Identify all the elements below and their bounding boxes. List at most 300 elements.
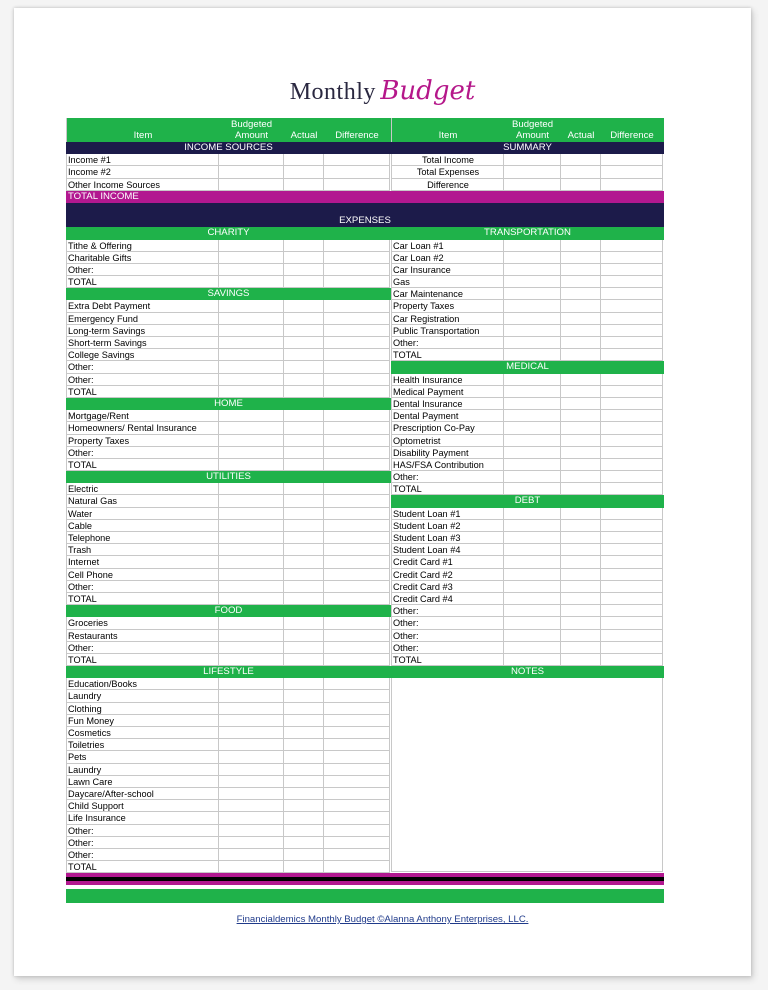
savings-band: SAVINGS — [66, 288, 391, 300]
budgeted-cell[interactable] — [504, 459, 561, 471]
actual-cell[interactable] — [284, 654, 324, 666]
actual-cell[interactable] — [561, 556, 601, 568]
actual-cell[interactable] — [561, 447, 601, 459]
actual-cell[interactable] — [561, 630, 601, 642]
budgeted-cell[interactable] — [504, 252, 561, 264]
difference-cell[interactable] — [324, 739, 390, 751]
row-label: Other: — [391, 471, 504, 483]
row-label: Health Insurance — [391, 374, 504, 386]
difference-cell[interactable] — [324, 825, 390, 837]
difference-cell[interactable] — [601, 605, 663, 617]
difference-cell[interactable] — [601, 349, 663, 361]
notes-area[interactable] — [391, 678, 663, 872]
actual-cell[interactable] — [284, 508, 324, 520]
difference-cell[interactable] — [601, 593, 663, 605]
budgeted-cell[interactable] — [219, 617, 284, 629]
actual-cell[interactable] — [284, 544, 324, 556]
actual-cell[interactable] — [284, 386, 324, 398]
budgeted-cell[interactable] — [219, 678, 284, 690]
budgeted-cell[interactable] — [219, 690, 284, 702]
difference-cell[interactable] — [324, 751, 390, 763]
budgeted-cell[interactable] — [219, 569, 284, 581]
actual-cell[interactable] — [284, 556, 324, 568]
difference-cell[interactable] — [324, 520, 390, 532]
difference-cell[interactable] — [324, 459, 390, 471]
difference-cell[interactable] — [601, 398, 663, 410]
difference-cell[interactable] — [601, 630, 663, 642]
difference-cell[interactable] — [324, 617, 390, 629]
difference-cell[interactable] — [324, 837, 390, 849]
budgeted-cell[interactable] — [219, 240, 284, 252]
actual-cell[interactable] — [561, 313, 601, 325]
actual-cell[interactable] — [284, 678, 324, 690]
row-label: Credit Card #4 — [391, 593, 504, 605]
budgeted-cell[interactable] — [504, 508, 561, 520]
difference-cell[interactable] — [601, 252, 663, 264]
actual-cell[interactable] — [284, 776, 324, 788]
difference-cell[interactable] — [601, 386, 663, 398]
actual-cell[interactable] — [561, 276, 601, 288]
difference-cell[interactable] — [601, 581, 663, 593]
difference-cell[interactable] — [324, 508, 390, 520]
difference-cell[interactable] — [601, 240, 663, 252]
actual-cell[interactable] — [284, 569, 324, 581]
budgeted-cell[interactable] — [504, 166, 561, 178]
budgeted-cell[interactable] — [219, 447, 284, 459]
budgeted-cell[interactable] — [219, 264, 284, 276]
actual-cell[interactable] — [284, 410, 324, 422]
row-label: Student Loan #3 — [391, 532, 504, 544]
row-label: Gas — [391, 276, 504, 288]
difference-cell[interactable] — [324, 593, 390, 605]
budgeted-cell[interactable] — [219, 581, 284, 593]
actual-cell[interactable] — [284, 764, 324, 776]
budgeted-cell[interactable] — [504, 349, 561, 361]
difference-cell[interactable] — [601, 288, 663, 300]
difference-cell[interactable] — [601, 313, 663, 325]
difference-cell[interactable] — [601, 166, 663, 178]
budgeted-cell[interactable] — [504, 179, 561, 191]
difference-cell[interactable] — [324, 703, 390, 715]
actual-cell[interactable] — [284, 361, 324, 373]
actual-cell[interactable] — [284, 593, 324, 605]
actual-cell[interactable] — [561, 422, 601, 434]
difference-cell[interactable] — [324, 544, 390, 556]
difference-cell[interactable] — [324, 678, 390, 690]
difference-cell[interactable] — [601, 179, 663, 191]
actual-cell[interactable] — [284, 788, 324, 800]
budgeted-cell[interactable] — [219, 642, 284, 654]
actual-cell[interactable] — [284, 374, 324, 386]
table-row — [391, 252, 664, 264]
actual-cell[interactable] — [284, 240, 324, 252]
budgeted-cell[interactable] — [219, 703, 284, 715]
actual-cell[interactable] — [284, 313, 324, 325]
actual-cell[interactable] — [561, 617, 601, 629]
budgeted-cell[interactable] — [504, 544, 561, 556]
budgeted-cell[interactable] — [219, 776, 284, 788]
actual-cell[interactable] — [561, 569, 601, 581]
row-label: TOTAL — [391, 483, 504, 495]
budgeted-cell[interactable] — [219, 837, 284, 849]
bottom-green-bar — [66, 889, 664, 903]
actual-cell[interactable] — [284, 703, 324, 715]
actual-cell[interactable] — [561, 386, 601, 398]
actual-cell[interactable] — [284, 581, 324, 593]
difference-cell[interactable] — [601, 325, 663, 337]
budgeted-cell[interactable] — [504, 422, 561, 434]
difference-cell[interactable] — [324, 630, 390, 642]
actual-cell[interactable] — [284, 751, 324, 763]
row-label: College Savings — [66, 349, 219, 361]
difference-cell[interactable] — [324, 264, 390, 276]
actual-cell[interactable] — [561, 654, 601, 666]
difference-cell[interactable] — [324, 849, 390, 861]
difference-cell[interactable] — [324, 690, 390, 702]
actual-cell[interactable] — [561, 605, 601, 617]
budgeted-cell[interactable] — [504, 337, 561, 349]
budgeted-cell[interactable] — [219, 325, 284, 337]
actual-cell[interactable] — [284, 154, 324, 166]
budgeted-cell[interactable] — [219, 508, 284, 520]
difference-cell[interactable] — [324, 776, 390, 788]
expenses-spacer — [391, 215, 664, 227]
budgeted-cell[interactable] — [504, 300, 561, 312]
budgeted-cell[interactable] — [504, 410, 561, 422]
difference-cell[interactable] — [324, 422, 390, 434]
budgeted-cell[interactable] — [219, 593, 284, 605]
difference-cell[interactable] — [601, 337, 663, 349]
budgeted-cell[interactable] — [219, 422, 284, 434]
budgeted-cell[interactable] — [219, 788, 284, 800]
budgeted-cell[interactable] — [219, 361, 284, 373]
difference-cell[interactable] — [324, 410, 390, 422]
actual-cell[interactable] — [561, 435, 601, 447]
actual-cell[interactable] — [284, 630, 324, 642]
difference-cell[interactable] — [601, 410, 663, 422]
difference-cell[interactable] — [324, 435, 390, 447]
budgeted-cell[interactable] — [219, 276, 284, 288]
actual-cell[interactable] — [284, 849, 324, 861]
difference-cell[interactable] — [601, 471, 663, 483]
actual-cell[interactable] — [284, 532, 324, 544]
table-row — [391, 605, 664, 617]
actual-cell[interactable] — [561, 325, 601, 337]
difference-cell[interactable] — [324, 495, 390, 507]
difference-cell[interactable] — [601, 374, 663, 386]
budgeted-cell[interactable] — [504, 520, 561, 532]
budgeted-cell[interactable] — [504, 447, 561, 459]
actual-cell[interactable] — [561, 471, 601, 483]
actual-cell[interactable] — [284, 264, 324, 276]
actual-cell[interactable] — [284, 800, 324, 812]
budgeted-cell[interactable] — [219, 349, 284, 361]
difference-cell[interactable] — [601, 556, 663, 568]
row-label: Total Expenses — [391, 166, 504, 178]
budgeted-cell[interactable] — [504, 288, 561, 300]
budgeted-cell[interactable] — [219, 764, 284, 776]
actual-cell[interactable] — [284, 690, 324, 702]
medical-band: MEDICAL — [391, 361, 664, 373]
difference-cell[interactable] — [601, 654, 663, 666]
actual-cell[interactable] — [284, 812, 324, 824]
budgeted-cell[interactable] — [219, 179, 284, 191]
summary-navy-bar — [391, 203, 664, 215]
actual-cell[interactable] — [284, 715, 324, 727]
difference-cell[interactable] — [324, 812, 390, 824]
difference-cell[interactable] — [601, 264, 663, 276]
budgeted-cell[interactable] — [504, 313, 561, 325]
actual-cell[interactable] — [561, 581, 601, 593]
actual-cell[interactable] — [284, 276, 324, 288]
actual-cell[interactable] — [561, 300, 601, 312]
actual-cell[interactable] — [561, 349, 601, 361]
actual-cell[interactable] — [561, 288, 601, 300]
actual-cell[interactable] — [284, 837, 324, 849]
budgeted-cell[interactable] — [504, 240, 561, 252]
difference-cell[interactable] — [324, 300, 390, 312]
budgeted-cell[interactable] — [504, 374, 561, 386]
budgeted-cell[interactable] — [219, 154, 284, 166]
budgeted-cell[interactable] — [219, 654, 284, 666]
actual-cell[interactable] — [284, 166, 324, 178]
difference-cell[interactable] — [601, 642, 663, 654]
actual-cell[interactable] — [561, 264, 601, 276]
row-label: Cell Phone — [66, 569, 219, 581]
budgeted-cell[interactable] — [219, 313, 284, 325]
budgeted-cell[interactable] — [504, 642, 561, 654]
actual-cell[interactable] — [284, 642, 324, 654]
budgeted-cell[interactable] — [219, 166, 284, 178]
budgeted-cell[interactable] — [219, 300, 284, 312]
difference-cell[interactable] — [601, 276, 663, 288]
difference-cell[interactable] — [601, 520, 663, 532]
difference-cell[interactable] — [324, 349, 390, 361]
difference-cell[interactable] — [324, 240, 390, 252]
actual-cell[interactable] — [284, 337, 324, 349]
budgeted-cell[interactable] — [504, 569, 561, 581]
budgeted-cell[interactable] — [219, 374, 284, 386]
table-row — [391, 520, 664, 532]
actual-cell[interactable] — [284, 825, 324, 837]
table-row — [66, 337, 391, 349]
difference-cell[interactable] — [324, 532, 390, 544]
budgeted-cell[interactable] — [504, 154, 561, 166]
budgeted-cell[interactable] — [219, 520, 284, 532]
budgeted-cell[interactable] — [219, 556, 284, 568]
difference-cell[interactable] — [324, 252, 390, 264]
difference-cell[interactable] — [601, 154, 663, 166]
table-row — [66, 422, 391, 434]
actual-cell[interactable] — [561, 508, 601, 520]
difference-cell[interactable] — [324, 642, 390, 654]
actual-cell[interactable] — [284, 459, 324, 471]
actual-cell[interactable] — [561, 642, 601, 654]
budgeted-cell[interactable] — [219, 532, 284, 544]
actual-cell[interactable] — [561, 166, 601, 178]
header-actual: Actual — [290, 130, 318, 141]
table-row — [66, 727, 391, 739]
budgeted-cell[interactable] — [219, 435, 284, 447]
difference-cell[interactable] — [324, 325, 390, 337]
footer-credit[interactable]: Financialdemics Monthly Budget ©Alanna Anthony Enterprises, LLC. — [236, 914, 529, 925]
actual-cell[interactable] — [284, 483, 324, 495]
expenses-band: EXPENSES — [66, 215, 664, 227]
budgeted-cell[interactable] — [504, 435, 561, 447]
budgeted-cell[interactable] — [504, 471, 561, 483]
difference-cell[interactable] — [601, 532, 663, 544]
budgeted-cell[interactable] — [219, 812, 284, 824]
difference-cell[interactable] — [601, 447, 663, 459]
table-row — [66, 325, 391, 337]
budgeted-cell[interactable] — [219, 861, 284, 873]
table-row — [66, 690, 391, 702]
difference-cell[interactable] — [324, 276, 390, 288]
difference-cell[interactable] — [601, 544, 663, 556]
budgeted-cell[interactable] — [504, 483, 561, 495]
actual-cell[interactable] — [284, 520, 324, 532]
row-label: Other: — [66, 361, 219, 373]
difference-cell[interactable] — [601, 422, 663, 434]
actual-cell[interactable] — [561, 252, 601, 264]
row-label: Credit Card #2 — [391, 569, 504, 581]
budgeted-cell[interactable] — [219, 252, 284, 264]
budgeted-cell[interactable] — [504, 630, 561, 642]
difference-cell[interactable] — [324, 154, 390, 166]
row-label: TOTAL — [391, 654, 504, 666]
actual-cell[interactable] — [284, 435, 324, 447]
actual-cell[interactable] — [284, 300, 324, 312]
actual-cell[interactable] — [284, 617, 324, 629]
actual-cell[interactable] — [561, 410, 601, 422]
actual-cell[interactable] — [561, 240, 601, 252]
budgeted-cell[interactable] — [219, 483, 284, 495]
actual-cell[interactable] — [284, 739, 324, 751]
actual-cell[interactable] — [561, 337, 601, 349]
actual-cell[interactable] — [284, 447, 324, 459]
budgeted-cell[interactable] — [504, 325, 561, 337]
actual-cell[interactable] — [561, 520, 601, 532]
table-row — [391, 471, 664, 483]
budgeted-cell[interactable] — [219, 495, 284, 507]
difference-cell[interactable] — [601, 569, 663, 581]
budgeted-cell[interactable] — [219, 849, 284, 861]
budgeted-cell[interactable] — [219, 386, 284, 398]
difference-cell[interactable] — [324, 764, 390, 776]
difference-cell[interactable] — [324, 166, 390, 178]
actual-cell[interactable] — [284, 727, 324, 739]
actual-cell[interactable] — [284, 179, 324, 191]
actual-cell[interactable] — [284, 252, 324, 264]
difference-cell[interactable] — [601, 617, 663, 629]
difference-cell[interactable] — [601, 435, 663, 447]
budgeted-cell[interactable] — [504, 556, 561, 568]
utilities-band: UTILITIES — [66, 471, 391, 483]
budgeted-cell[interactable] — [504, 581, 561, 593]
difference-cell[interactable] — [324, 386, 390, 398]
budgeted-cell[interactable] — [219, 337, 284, 349]
budgeted-cell[interactable] — [219, 459, 284, 471]
actual-cell[interactable] — [561, 483, 601, 495]
table-row — [66, 447, 391, 459]
difference-cell[interactable] — [324, 556, 390, 568]
difference-cell[interactable] — [324, 361, 390, 373]
difference-cell[interactable] — [324, 715, 390, 727]
budgeted-cell[interactable] — [219, 410, 284, 422]
row-label: Prescription Co-Pay — [391, 422, 504, 434]
difference-cell[interactable] — [324, 788, 390, 800]
row-label: Cosmetics — [66, 727, 219, 739]
actual-cell[interactable] — [284, 325, 324, 337]
row-label: Other: — [66, 825, 219, 837]
difference-cell[interactable] — [324, 313, 390, 325]
row-label: Other: — [66, 374, 219, 386]
budgeted-cell[interactable] — [504, 398, 561, 410]
row-label: Medical Payment — [391, 386, 504, 398]
actual-cell[interactable] — [561, 398, 601, 410]
actual-cell[interactable] — [284, 422, 324, 434]
budgeted-cell[interactable] — [219, 715, 284, 727]
row-label: Other: — [66, 837, 219, 849]
actual-cell[interactable] — [284, 495, 324, 507]
difference-cell[interactable] — [324, 727, 390, 739]
actual-cell[interactable] — [561, 544, 601, 556]
difference-cell[interactable] — [324, 800, 390, 812]
budgeted-cell[interactable] — [219, 739, 284, 751]
budgeted-cell[interactable] — [504, 605, 561, 617]
difference-cell[interactable] — [601, 483, 663, 495]
difference-cell[interactable] — [324, 337, 390, 349]
actual-cell[interactable] — [561, 154, 601, 166]
difference-cell[interactable] — [601, 459, 663, 471]
difference-cell[interactable] — [324, 654, 390, 666]
actual-cell[interactable] — [284, 861, 324, 873]
difference-cell[interactable] — [324, 179, 390, 191]
difference-cell[interactable] — [324, 581, 390, 593]
difference-cell[interactable] — [324, 569, 390, 581]
difference-cell[interactable] — [601, 300, 663, 312]
difference-cell[interactable] — [324, 861, 390, 873]
actual-cell[interactable] — [561, 374, 601, 386]
budgeted-cell[interactable] — [219, 727, 284, 739]
budgeted-cell[interactable] — [504, 532, 561, 544]
actual-cell[interactable] — [561, 459, 601, 471]
table-row — [66, 849, 391, 861]
budgeted-cell[interactable] — [219, 544, 284, 556]
difference-cell[interactable] — [601, 508, 663, 520]
budgeted-cell[interactable] — [219, 630, 284, 642]
actual-cell[interactable] — [561, 532, 601, 544]
row-label: TOTAL — [391, 349, 504, 361]
budgeted-cell[interactable] — [504, 264, 561, 276]
budgeted-cell[interactable] — [504, 386, 561, 398]
difference-cell[interactable] — [324, 447, 390, 459]
row-label: Daycare/After-school — [66, 788, 219, 800]
budgeted-cell[interactable] — [504, 276, 561, 288]
budgeted-cell[interactable] — [219, 825, 284, 837]
budgeted-cell[interactable] — [219, 800, 284, 812]
budgeted-cell[interactable] — [504, 593, 561, 605]
budgeted-cell[interactable] — [219, 751, 284, 763]
actual-cell[interactable] — [284, 349, 324, 361]
actual-cell[interactable] — [561, 179, 601, 191]
actual-cell[interactable] — [561, 593, 601, 605]
budgeted-cell[interactable] — [504, 617, 561, 629]
table-row — [391, 654, 664, 666]
budgeted-cell[interactable] — [504, 654, 561, 666]
difference-cell[interactable] — [324, 374, 390, 386]
difference-cell[interactable] — [324, 483, 390, 495]
